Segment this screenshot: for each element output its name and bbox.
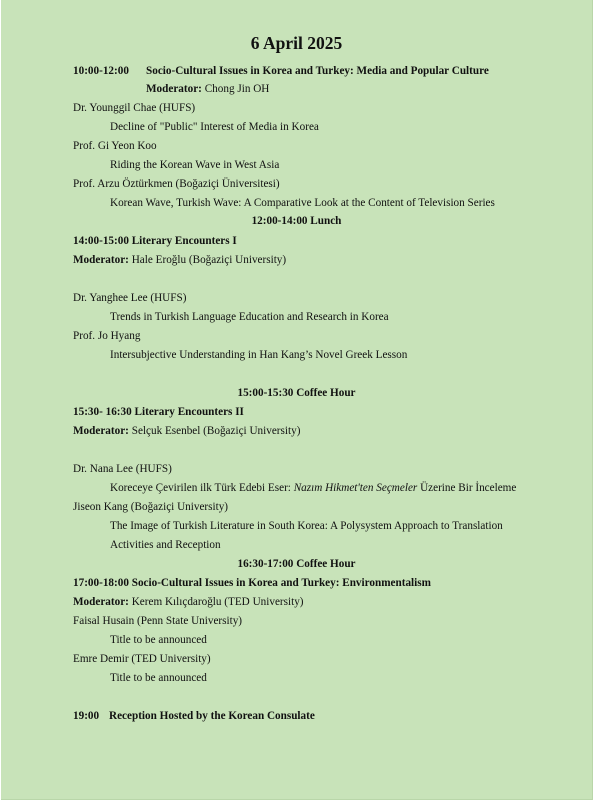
coffee-break-2: 16:30-17:00 Coffee Hour (237, 558, 356, 570)
talk-title: Korean Wave, Turkish Wave: A Comparative Look at the Content of Television Series (110, 197, 495, 209)
coffee-break-1: 15:00-15:30 Coffee Hour (237, 387, 356, 399)
reception-line (73, 709, 315, 723)
session-1-time: 10:00-12:00 (73, 65, 129, 77)
talk-title: Decline of "Public" Interest of Media in Korea (110, 121, 319, 133)
date-heading: 6 April 2025 (250, 33, 343, 53)
talk-title: Riding the Korean Wave in West Asia (110, 159, 280, 171)
talk-title: Trends in Turkish Language Education and Research in Korea (110, 311, 389, 323)
reception-time: 19:00 (73, 710, 100, 722)
session-4-header: 17:00-18:00 Socio-Cultural Issues in Korea and Turkey: Environmentalism (73, 577, 431, 589)
session-1-title: Socio-Cultural Issues in Korea and Turkey: Media and Popular Culture (146, 65, 489, 77)
talk-title: Koreceye Çevirilen ilk Türk Edebi Eser: Nazım Hikmet'ten Seçmeler Üzerine Bir İnceleme (110, 482, 517, 494)
speaker-name: Jiseon Kang (Boğaziçi University) (73, 501, 229, 513)
session-2-moderator: Moderator: Hale Eroğlu (Boğaziçi University) (73, 254, 287, 266)
session-1-header (73, 64, 489, 78)
talk-title: The Image of Turkish Literature in South Korea: A Polysystem Approach to Translation (110, 520, 503, 532)
speaker-name: Dr. Younggil Chae (HUFS) (73, 102, 196, 114)
speaker-name: Prof. Jo Hyang (73, 330, 141, 342)
talk-title: Title to be announced (110, 634, 207, 646)
session-2-header: 14:00-15:00 Literary Encounters I (73, 235, 237, 247)
talk-title: Title to be announced (110, 672, 207, 684)
session-4-moderator: Moderator: Kerem Kılıçdaroğlu (TED University) (73, 596, 304, 608)
session-3-header: 15:30- 16:30 Literary Encounters II (73, 406, 244, 418)
speaker-name: Faisal Husain (Penn State University) (73, 615, 243, 627)
session-1-moderator: Moderator: Chong Jin OH (146, 83, 270, 95)
talk-title: Intersubjective Understanding in Han Kang’s Novel Greek Lesson (110, 349, 408, 361)
lunch-break: 12:00-14:00 Lunch (251, 215, 342, 227)
speaker-name: Emre Demir (TED University) (73, 653, 211, 665)
speaker-name: Prof. Arzu Öztürkmen (Boğaziçi Üniversitesi) (73, 178, 280, 190)
speaker-name: Prof. Gi Yeon Koo (73, 140, 157, 152)
reception-title: Reception Hosted by the Korean Consulate (109, 710, 315, 722)
session-3-moderator: Moderator: Selçuk Esenbel (Boğaziçi University) (73, 425, 301, 437)
program-page (1, 0, 593, 800)
speaker-name: Dr. Nana Lee (HUFS) (73, 463, 172, 475)
speaker-name: Dr. Yanghee Lee (HUFS) (73, 292, 187, 304)
talk-title-continued: Activities and Reception (110, 539, 221, 551)
